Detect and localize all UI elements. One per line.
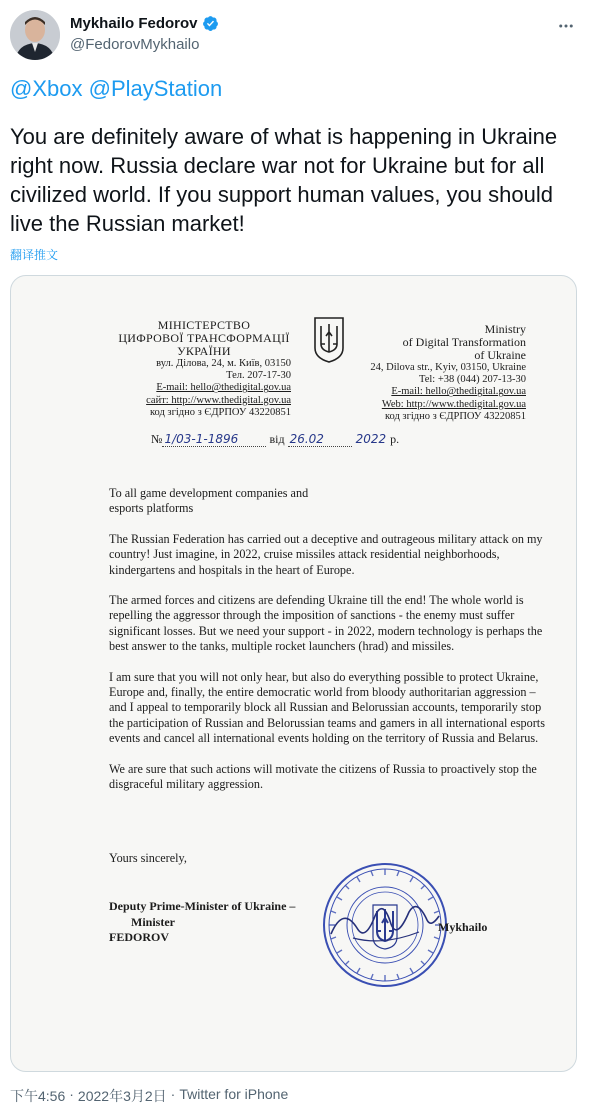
ellipsis-icon [557, 17, 575, 35]
phone-ua: Тел. 207-17-30 [226, 370, 291, 382]
ministry-name-en-3: of Ukraine [474, 348, 526, 362]
translate-tweet-link[interactable]: 翻译推文 [10, 248, 59, 262]
letterhead-english [366, 323, 526, 423]
separator-dot: · [69, 1086, 74, 1102]
registry-code-en: код згідно з ЄДРПОУ 43220851 [384, 410, 526, 422]
ministry-name-ua-2: ЦИФРОВОЇ ТРАНСФОРМАЦІЇ [118, 331, 290, 345]
mention-playstation[interactable]: @PlayStation [88, 76, 223, 101]
letter-closing: Yours sincerely, [109, 851, 187, 865]
avatar-image [10, 10, 60, 60]
signatory-line-3: FEDOROV [109, 930, 169, 944]
email-en: E-mail: hello@thedigital.gov.ua [391, 386, 526, 398]
name-row [70, 15, 219, 32]
email-ua: E-mail: hello@thedigital.gov.ua [156, 382, 291, 394]
reg-number-label: № [151, 432, 163, 446]
signatory-first-name: Mykhailo [438, 920, 488, 934]
address-en: 24, Dilova str., Kyiv, 03150, Ukraine [370, 362, 526, 373]
letter-paragraph: I am sure that you will not only hear, but also do everything possible to protect Ukraine, Europe and, finally, the entire democratic world from bloody authoritarian aggression – and I appeal to temporarily block all Russian and Belorussian accounts, temporarily stop the participation of Russian and Belorussian teams and gamers in all international esports events and cancel all international events holding on the territory of Russia and Belarus. [109, 669, 545, 746]
letter-body [109, 486, 549, 808]
signatory-title [109, 899, 295, 946]
tweet-media-image[interactable] [10, 275, 577, 1072]
reg-date-label: від [269, 432, 285, 446]
ministry-name-en-2: of Digital Transformation [402, 335, 526, 349]
signatory-line-2: Minister [131, 914, 175, 929]
user-handle[interactable]: @FedorovMykhailo [70, 36, 200, 53]
phone-en: Tel: +38 (044) 207-13-30 [419, 374, 526, 386]
separator-dot: · [170, 1086, 176, 1102]
letter-paragraph: We are sure that such actions will motivate the citizens of Russia to proactively stop the disgraceful military aggression. [109, 761, 537, 792]
reg-year-suffix: р. [390, 432, 400, 446]
letter-document [11, 276, 576, 1071]
tweet-source[interactable]: Twitter for iPhone [179, 1086, 289, 1102]
avatar[interactable] [10, 10, 60, 60]
more-options-icon[interactable] [556, 16, 576, 36]
letter-paragraph: The armed forces and citizens are defending Ukraine till the end! The whole world is repelling the aggressor through the imposition of sanctions - the enemy must suffer significant losses. But we need your support - in 2022, modern technology is perhaps the best answer to the tanks, multiple rocket launchers (hrad) and missiles. [109, 593, 543, 654]
mentions [10, 74, 582, 103]
reg-number-value: 1/03-1-1896 [162, 432, 266, 447]
tweet-header [10, 10, 582, 62]
verified-badge-icon [202, 15, 219, 32]
reg-date-value: 26.02 [288, 432, 352, 447]
tweet-metadata [10, 1086, 288, 1106]
ministry-name-ua-3: УКРАЇНИ [177, 344, 231, 358]
letterhead-ukrainian [109, 319, 299, 419]
mention-xbox[interactable]: @Xbox [10, 76, 83, 101]
reg-year: 2022 [355, 432, 387, 446]
ministry-name-en-1: Ministry [484, 322, 526, 336]
letter-addressee: To all game development companies and esports platforms [109, 486, 309, 516]
tweet-text [10, 74, 582, 238]
ministry-name-ua-1: МІНІСТЕРСТВО [157, 318, 251, 332]
tweet-body: You are definitely aware of what is happening in Ukraine right now. Russia declare war not for Ukraine but for all civilized world. If you support human values, you should live the Russian market! [10, 124, 558, 236]
address-ua: вул. Ділова, 24, м. Київ, 03150 [156, 358, 291, 369]
tweet-time[interactable]: 下午4:56 [10, 1088, 66, 1104]
website-ua: сайт: http://www.thedigital.gov.ua [146, 394, 291, 406]
display-name[interactable]: Mykhailo Fedorov [70, 15, 198, 32]
letter-paragraph: The Russian Federation has carried out a deceptive and outrageous military attack on my country! Just imagine, in 2022, cruise missiles attack residential neighborhoods, kindergartens and hospitals in the heart of Europe. [109, 531, 543, 577]
website-en: Web: http://www.thedigital.gov.ua [381, 398, 526, 410]
trident-emblem-icon [311, 314, 347, 364]
tweet-date[interactable]: 2022年3月2日 [77, 1088, 167, 1104]
registration-line [151, 432, 399, 447]
signatory-line-1: Deputy Prime-Minister of Ukraine – [109, 899, 296, 913]
registry-code-ua: код згідно з ЄДРПОУ 43220851 [149, 406, 291, 418]
handwritten-signature-icon [323, 876, 443, 956]
